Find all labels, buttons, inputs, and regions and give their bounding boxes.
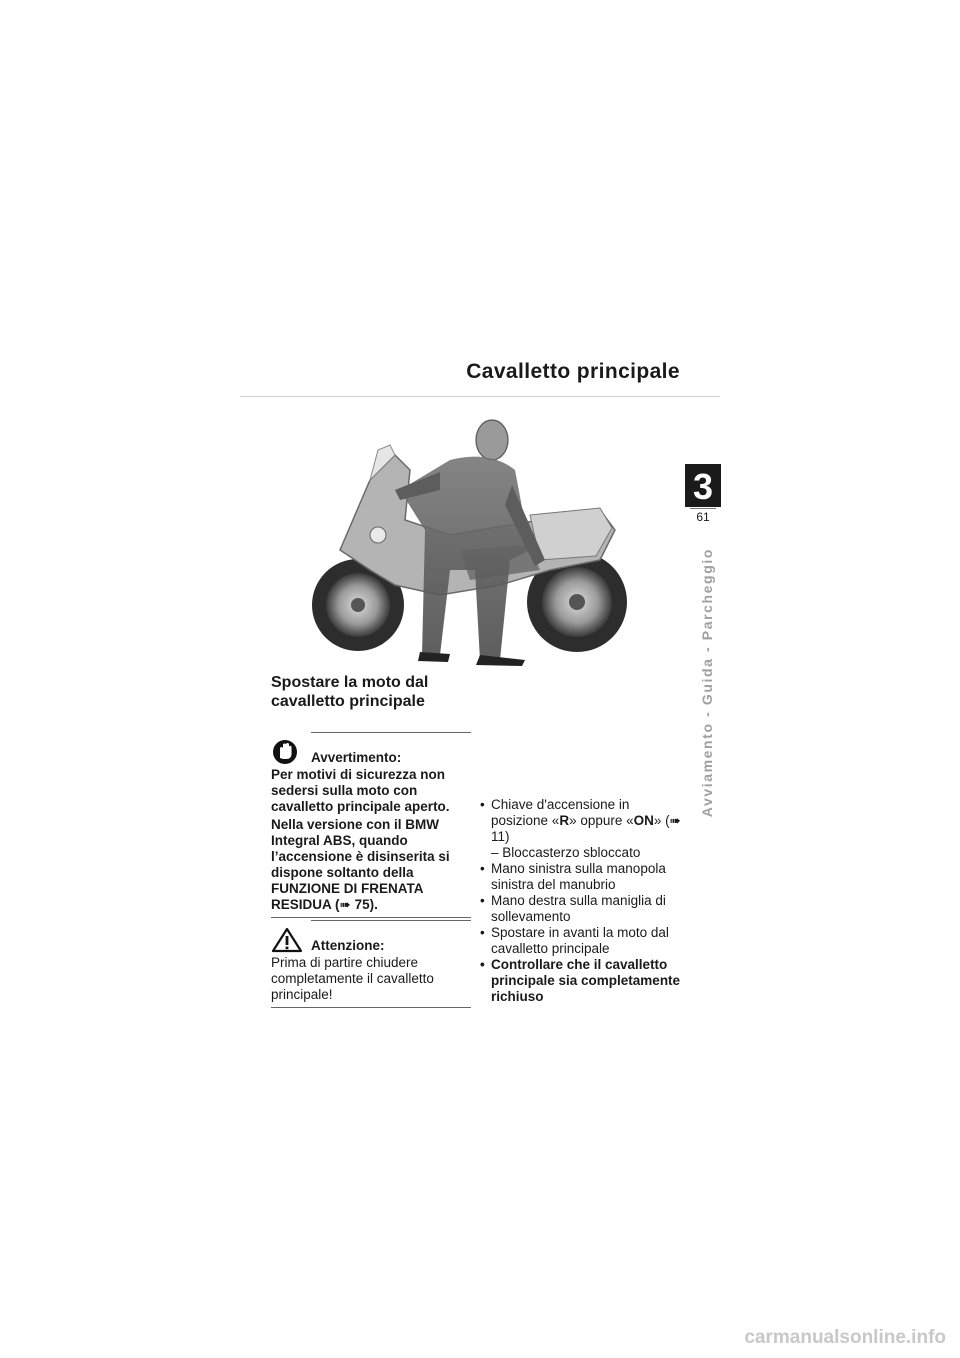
caution-text: Prima di partire chiudere completamente il cavalletto principale!	[271, 955, 434, 1002]
stop-hand-icon	[271, 739, 303, 765]
list-item: • Mano sinistra sulla manopola sinistra del manubrio	[480, 861, 690, 893]
notice-rule	[311, 920, 471, 921]
page-number: 61	[696, 510, 710, 524]
list-item: • Chiave d'accensione in posizione «R» oppure «ON» (➠ 11)	[480, 797, 690, 845]
page-title: Cavalletto principale	[466, 360, 680, 383]
motorcycle-illustration	[300, 410, 650, 670]
warning-text-1: Per motivi di sicurezza non sedersi sulla moto con cavalletto principale aperto.	[271, 767, 450, 814]
caution-heading: Attenzione:	[311, 938, 385, 953]
section-title: Spostare la moto dal cavalletto principale	[271, 674, 429, 710]
warning-triangle-icon	[271, 927, 303, 953]
notice-rule	[311, 732, 471, 733]
notice-rule	[271, 1007, 471, 1008]
list-item: • Spostare in avanti la moto dal cavalletto principale	[480, 925, 690, 957]
key-position-on: ON	[633, 813, 654, 828]
list-item: • Controllare che il cavalletto principale sia completamente richiuso	[480, 957, 690, 1005]
watermark: carmanualsonline.info	[744, 1327, 946, 1348]
caution-notice	[271, 920, 471, 1008]
notice-rule	[271, 917, 471, 918]
list-subitem: – Bloccasterzo sbloccato	[491, 845, 641, 860]
title-divider	[240, 396, 720, 397]
warning-text-2: Nella versione con il BMW Integral ABS, quando l’accensione è disinserita si dispone soltanto della FUNZIONE DI FRENATA RESIDUA (➠ 75).	[271, 817, 450, 912]
warning-heading: Avvertimento:	[311, 750, 402, 765]
key-position-r: R	[559, 813, 570, 828]
chapter-side-label: Avviamento - Guida - Parcheggio	[699, 548, 715, 818]
chapter-divider	[690, 508, 716, 509]
warning-notice	[271, 732, 471, 918]
chapter-number: 3	[685, 464, 721, 507]
procedure-steps	[480, 797, 690, 1005]
list-item: • Mano destra sulla maniglia di sollevamento	[480, 893, 690, 925]
